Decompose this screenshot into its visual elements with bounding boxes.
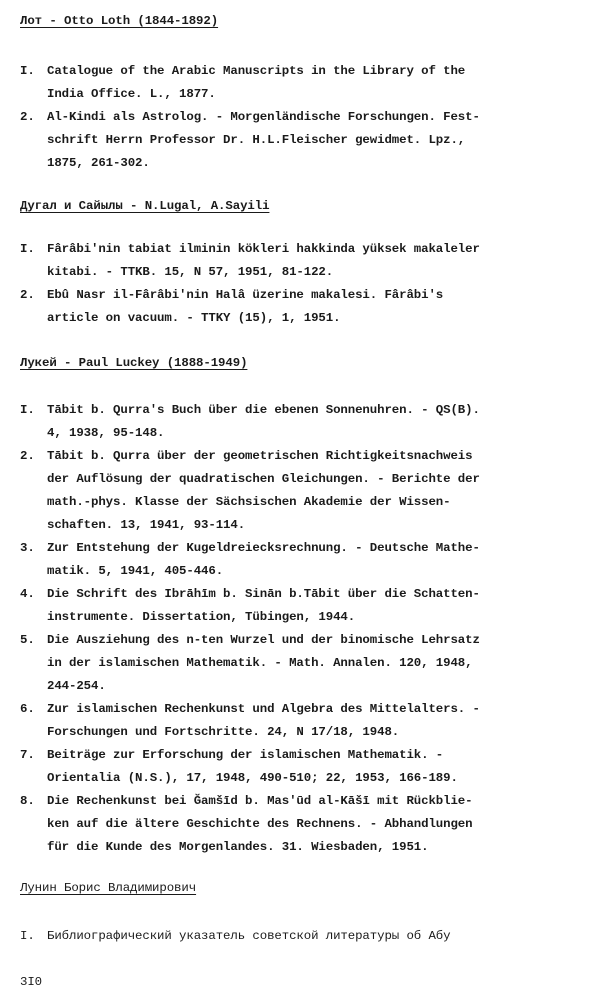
entry-number: 6. — [20, 702, 35, 716]
entry-number: I. — [20, 929, 35, 943]
bibliography-entry — [20, 629, 592, 698]
entry-line: Al-Kindi als Astrolog. - Morgenländische Forschungen. Fest- — [47, 110, 480, 124]
entry-number: 2. — [20, 449, 35, 463]
entry-number: 2. — [20, 110, 35, 124]
bibliography-entry — [20, 537, 592, 583]
page-number: 3I0 — [20, 975, 43, 989]
entry-line: der Auflösung der quadratischen Gleichungen. - Berichte der — [47, 472, 480, 486]
author-heading-luckey: Лукей - Paul Luckey (1888-1949) — [20, 356, 248, 370]
entry-number: 5. — [20, 633, 35, 647]
bibliography-entry — [20, 583, 592, 629]
entry-line: Tābit b. Qurra's Buch über die ebenen Sonnenuhren. - QS(B). — [47, 403, 480, 417]
entry-line: Catalogue of the Arabic Manuscripts in the Library of the — [47, 64, 466, 78]
entry-line: schaften. 13, 1941, 93-114. — [47, 518, 246, 532]
entry-line: 1875, 261-302. — [47, 156, 150, 170]
author-heading-lunin: Лунин Борис Владимирович — [20, 881, 197, 895]
entry-line: Zur islamischen Rechenkunst und Algebra des Mittelalters. - — [47, 702, 480, 716]
entry-number: 3. — [20, 541, 35, 555]
bibliography-entry — [20, 790, 592, 859]
entry-line: schrift Herrn Professor Dr. H.L.Fleischer gewidmet. Lpz., — [47, 133, 466, 147]
bibliography-entry — [20, 399, 592, 445]
entry-line: India Office. L., 1877. — [47, 87, 216, 101]
bibliography-entry — [20, 238, 592, 284]
entry-number: I. — [20, 64, 35, 78]
entry-line: Ebû Nasr il-Fârâbi'nin Halâ üzerine makalesi. Fârâbi's — [47, 288, 444, 302]
entry-line: instrumente. Dissertation, Tübingen, 1944. — [47, 610, 356, 624]
entry-line: Zur Entstehung der Kugeldreiecksrechnung. - Deutsche Mathe- — [47, 541, 480, 555]
entry-line: Orientalia (N.S.), 17, 1948, 490-510; 22, 1953, 166-189. — [47, 771, 458, 785]
entry-line: Forschungen und Fortschritte. 24, N 17/18, 1948. — [47, 725, 400, 739]
entry-line: math.-phys. Klasse der Sächsischen Akademie der Wissen- — [47, 495, 451, 509]
bibliography-entry — [20, 284, 592, 330]
bibliography-entry — [20, 698, 592, 744]
entry-number: 8. — [20, 794, 35, 808]
entry-line: article on vacuum. - TTKY (15), 1, 1951. — [47, 311, 341, 325]
entry-line: für die Kunde des Morgenlandes. 31. Wiesbaden, 1951. — [47, 840, 429, 854]
entry-line: kitabi. - TTKB. 15, N 57, 1951, 81-122. — [47, 265, 334, 279]
entry-line: Fârâbi'nin tabiat ilminin kökleri hakkinda yüksek makaleler — [47, 242, 480, 256]
bibliography-entry — [20, 106, 592, 175]
bibliography-entry — [20, 445, 592, 537]
entry-line: Die Schrift des Ibrāhīm b. Sinān b.Tābit über die Schatten- — [47, 587, 480, 601]
entry-number: 7. — [20, 748, 35, 762]
author-heading-lugal-sayili: Дугал и Сайылы - N.Lugal, A.Sayili — [20, 199, 270, 213]
author-heading-loth: Лот - Otto Loth (1844-1892) — [20, 14, 219, 28]
entry-line: ken auf die ältere Geschichte des Rechnens. - Abhandlungen — [47, 817, 473, 831]
entry-line: Tābit b. Qurra über der geometrischen Richtigkeitsnachweis — [47, 449, 473, 463]
entry-line: matik. 5, 1941, 405-446. — [47, 564, 224, 578]
entry-line: 244-254. — [47, 679, 106, 693]
entry-line: 4, 1938, 95-148. — [47, 426, 165, 440]
entry-number: I. — [20, 403, 35, 417]
entry-number: 4. — [20, 587, 35, 601]
bibliography-entry — [20, 60, 592, 106]
entry-line: Die Rechenkunst bei Ğamšīd b. Mas'ūd al-Kāšī mit Rückblie- — [47, 794, 473, 808]
entry-line: Библиографический указатель советской литературы об Абу — [47, 929, 451, 943]
bibliography-entry — [20, 744, 592, 790]
entry-number: I. — [20, 242, 35, 256]
entry-line: Beiträge zur Erforschung der islamischen Mathematik. - — [47, 748, 444, 762]
entry-line: Die Ausziehung des n-ten Wurzel und der binomische Lehrsatz — [47, 633, 480, 647]
bibliography-entry — [20, 925, 592, 948]
entry-number: 2. — [20, 288, 35, 302]
entry-line: in der islamischen Mathematik. - Math. Annalen. 120, 1948, — [47, 656, 473, 670]
